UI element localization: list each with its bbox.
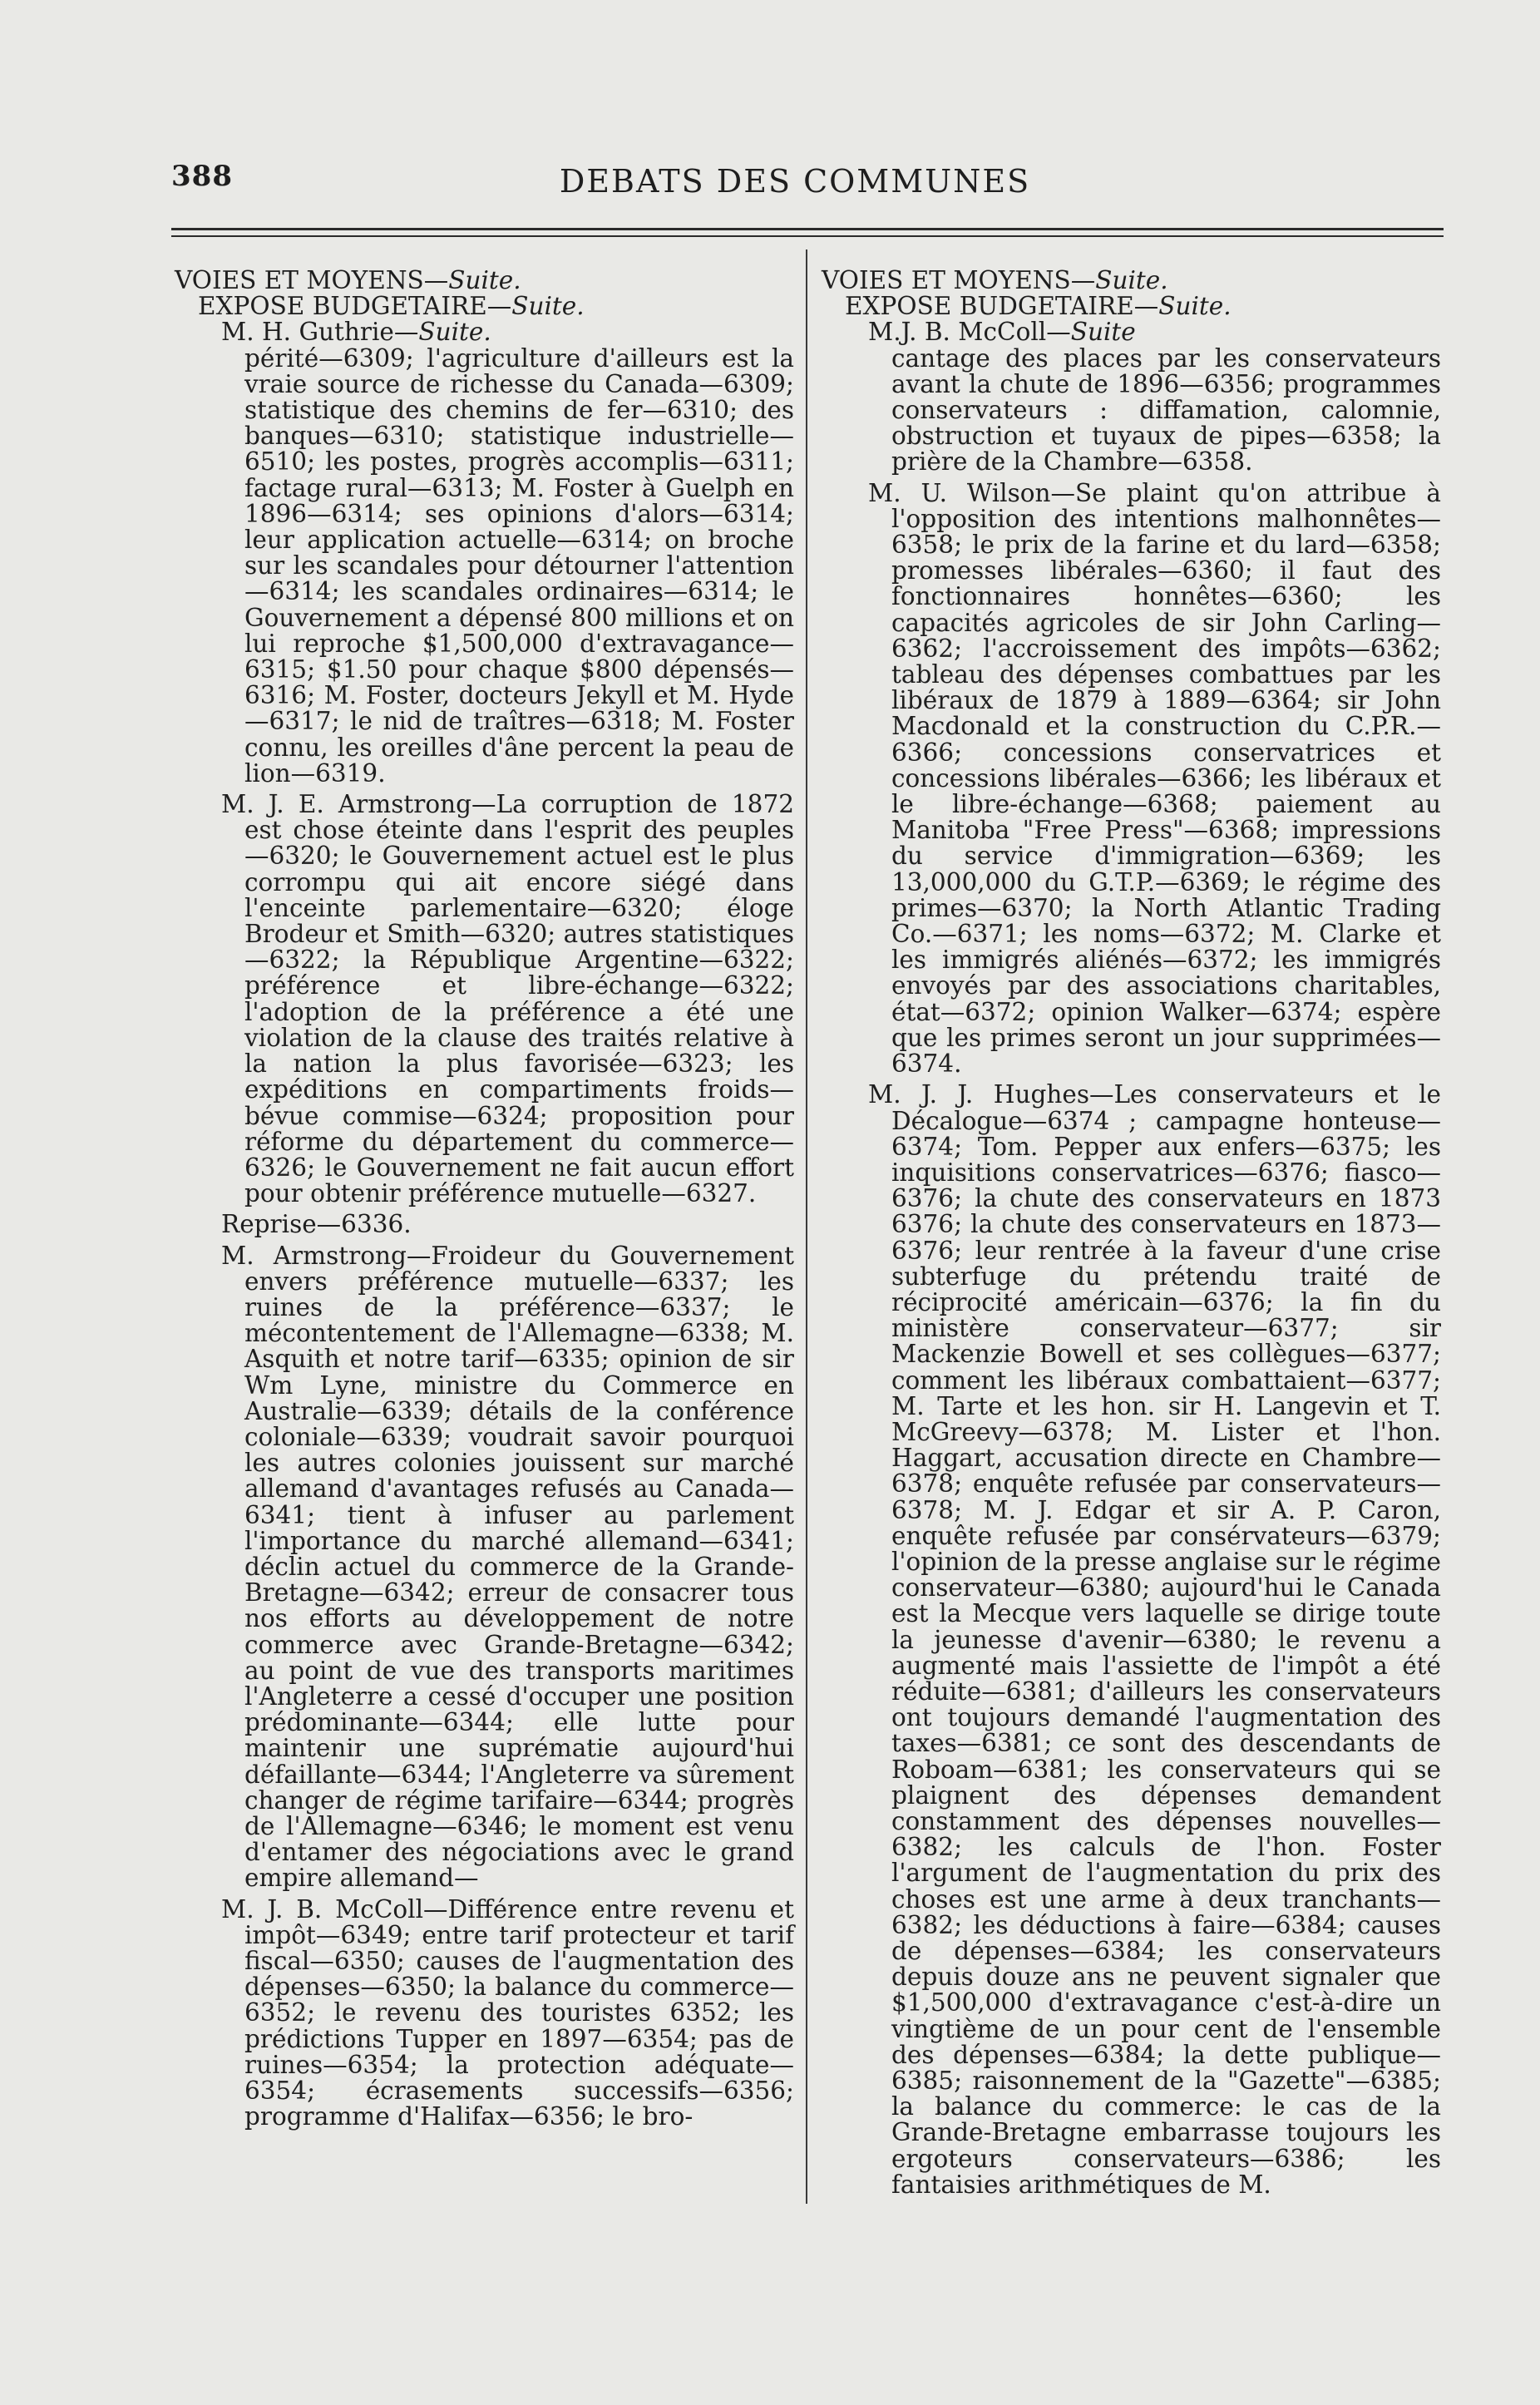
section-heading: VOIES ET MOYENS—Suite. [822, 266, 1168, 294]
index-entry-hughes: M. J. J. Hughes—Les conservateurs et le Décalogue—6374 ; campagne honteuse—6374; Tom. Pepper aux enfers—6375; les inquisitions conservatrices—6376; fiasco—6376; la chute des conservateurs en 1873 6376; la chute des conservateurs en 1873—6376; leur rentrée à la faveur d'une crise subterfuge du prétendu traité de réciprocité américain—6376; la fin du ministère conservateur—6377; sir Mackenzie Bowell et ses collègues—6377; comment les libéraux combattaient—6377; M. Tarte et les hon. sir H. Langevin et T. McGreevy—6378; M. Lister et l'hon. Haggart, accusation directe en Chambre—6378; enquête refusée par conservateurs—6378; M. J. Edgar et sir A. P. Caron, enquête refusée par consérvateurs—6379; l'opinion de la presse anglaise sur le régime conservateur—6380; aujourd'hui le Canada est la Mecque vers laquelle se dirige toute la jeunesse d'avenir—6380; le revenu a augmenté mais l'assiette de l'impôt a été réduite—6381; d'ailleurs les conservateurs ont toujours demandé l'augmentation des taxes—6381; ce sont des descendants de Roboam—6381; les conservateurs qui se plaignent des dépenses demandent constamment des dépenses nouvelles—6382; les calculs de l'hon. Foster l'argument de l'augmentation du prix des choses est une arme à deux tranchants—6382; les déductions à faire—6384; causes de dépenses—6384; les conservateurs depuis douze ans ne peuvent signaler que $1,500,000 d'extravagance c'est-à-dire un vingtième de un pour cent de l'ensemble des dépenses—6384; la dette publique—6385; raisonnement de la "Gazette"—6385; la balance du commerce: le cas de la Grande-Bretagne embarrasse toujours les ergoteurs conservateurs—6386; les fantaisies arithmétiques de M. [868, 1080, 1441, 2199]
index-entry-mccoll-cont: cantage des places par les conservateurs avant la chute de 1896—6356; programmes conservateurs : diffamation, calomnie, obstruction et tuyaux de pipes—6358; la prière de la Chambre—6358. [891, 343, 1441, 477]
subsection-heading: EXPOSE BUDGETAIRE—Suite. [198, 292, 585, 321]
index-entry-wilson: M. U. Wilson—Se plaint qu'on attribue à l'opposition des intentions malhonnêtes—6358; le prix de la farine et du lard—6358; promesses libérales—6360; il faut des fonctionnaires honnêtes—6360; les capacités agricoles de sir John Carling—6362; l'accroissement des impôts—6362; tableau des dépenses combattues par les libéraux de 1879 à 1889—6364; sir John Macdonald et la construction du C.P.R.—6366; concessions conservatrices et concessions libérales—6366; les libéraux et le libre-échange—6368; paiement au Manitoba "Free Press"—6368; impressions du service d'immigration—6369; les 13,000,000 du G.T.P.—6369; le régime des primes—6370; la North Atlantic Trading Co.—6371; les noms—6372; M. Clarke et les immigrés aliénés—6372; les immigrés envoyés par des associations charitables, état—6372; opinion Walker—6374; espère que les primes seront un jour supprimées—6374. [868, 478, 1441, 1079]
speaker-heading: M.J. B. McColl—Suite [868, 318, 1136, 347]
index-entry-guthrie: périté—6309; l'agriculture d'ailleurs est la vraie source de richesse du Canada—6309; statistique des chemins de fer—6310; des banques—6310; statistique industrielle—6510; les postes, progrès accomplis—6311; factage rural—6313; M. Foster à Guelph en 1896—6314; ses opinions d'alors—6314; leur application actuelle—6314; on broche sur les scandales pour détourner l'attention—6314; les scandales ordinaires—6314; le Gouvernement a dépensé 800 millions et on lui reproche $1,500,000 d'extravagance—6315; $1.50 pour chaque $800 dépensés—6316; M. Foster, docteurs Jekyll et M. Hyde—6317; le nid de traîtres—6318; M. Foster connu, les oreilles d'âne percent la peau de lion—6319. [244, 343, 794, 788]
index-entry-reprise: Reprise—6336. [221, 1210, 412, 1239]
header-rule-top [171, 228, 1444, 230]
section-heading: VOIES ET MOYENS—Suite. [175, 266, 521, 294]
running-head: DEBATS DES COMMUNES [559, 163, 1031, 200]
index-entry-armstrong: M. J. E. Armstrong—La corruption de 1872 est chose éteinte dans l'esprit des peuples—6320; le Gouvernement actuel est le plus corrompu qui ait encore siégé dans l'enceinte parlementaire—6320; éloge Brodeur et Smith—6320; autres statistiques—6322; la République Argentine—6322; préférence et libre-échange—6322; l'adoption de la préférence a été une violation de la clause des traités relative à la nation la plus favorisée—6323; les expéditions en compartiments froids—bévue commise—6324; proposition pour réforme du département du commerce—6326; le Gouvernement ne fait aucun effort pour obtenir préférence mutuelle—6327. [221, 790, 794, 1208]
right-column [822, 268, 1441, 2203]
subsection-heading: EXPOSE BUDGETAIRE—Suite. [845, 292, 1232, 321]
left-column [175, 268, 794, 2135]
speaker-heading: M. H. Guthrie—Suite. [221, 318, 491, 347]
page-number: 388 [171, 160, 233, 193]
column-divider [806, 249, 807, 2204]
header-rule-bottom [171, 235, 1444, 237]
index-entry-armstrong-2: M. Armstrong—Froideur du Gouvernement envers préférence mutuelle—6337; les ruines de la préférence—6337; le mécontentement de l'Allemagne—6338; M. Asquith et notre tarif—6335; opinion de sir Wm Lyne, ministre du Commerce en Australie—6339; détails de la conférence coloniale—6339; voudrait savoir pourquoi les autres colonies jouissent sur marché allemand d'avantages refusés au Canada—6341; tient à infuser au parlement l'importance du marché allemand—6341; déclin actuel du commerce de la Grande-Bretagne—6342; erreur de consacrer tous nos efforts au développement de notre commerce avec Grande-Bretagne—6342; au point de vue des transports maritimes l'Angleterre a cessé d'occuper une position prédominante—6344; elle lutte pour maintenir une suprématie aujourd'hui défaillante—6344; l'Angleterre va sûrement changer de régime tarifaire—6344; progrès de l'Allemagne—6346; le moment est venu d'entamer des négociations avec le grand empire allemand— [221, 1241, 794, 1893]
index-entry-mccoll: M. J. B. McColl—Différence entre revenu et impôt—6349; entre tarif protecteur et tarif fiscal—6350; causes de l'augmentation des dépenses—6350; la balance du commerce—6352; le revenu des touristes 6352; les prédictions Tupper en 1897—6354; pas de ruines—6354; la protection adéquate—6354; écrasements successifs—6356; programme d'Halifax—6356; le bro- [221, 1894, 794, 2131]
